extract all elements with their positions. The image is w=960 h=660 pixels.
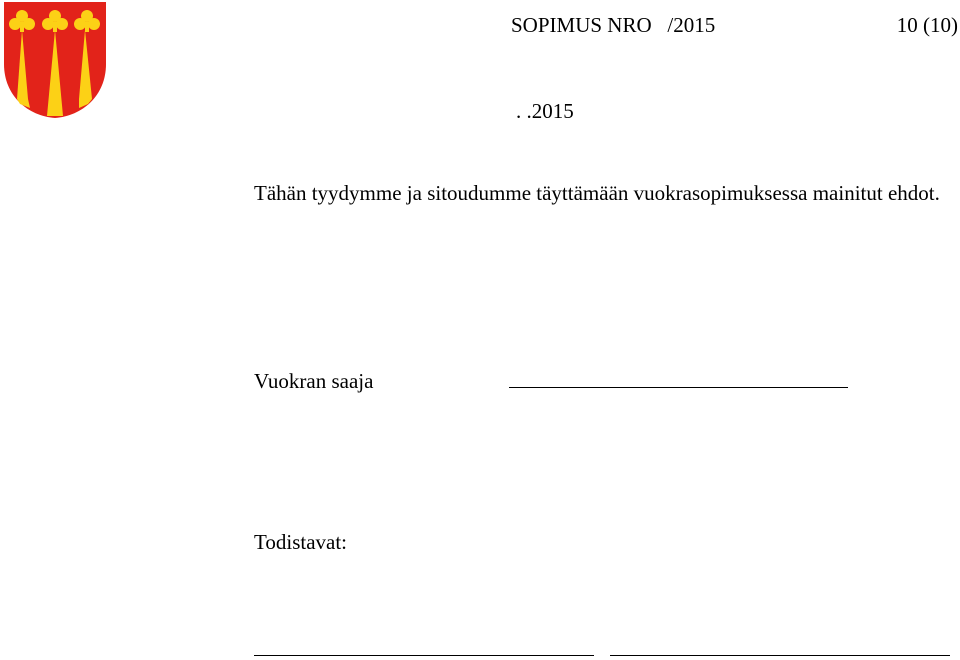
coat-of-arms-icon [2,0,108,120]
witnesses-label: Todistavat: [254,530,348,554]
witness-signature-line-1 [254,655,594,656]
tenant-signature-line [509,387,848,388]
page-indicator: 10 (10) [896,13,958,37]
date-line: . .2015 [516,99,574,123]
tenant-label: Vuokran saaja [254,369,374,393]
contract-number: SOPIMUS NRO /2015 [511,13,716,37]
agreement-text: Tähän tyydymme ja sitoudumme täyttämään vuokrasopimuksessa mainitut ehdot. [254,181,940,205]
witness-signature-line-2 [610,655,950,656]
